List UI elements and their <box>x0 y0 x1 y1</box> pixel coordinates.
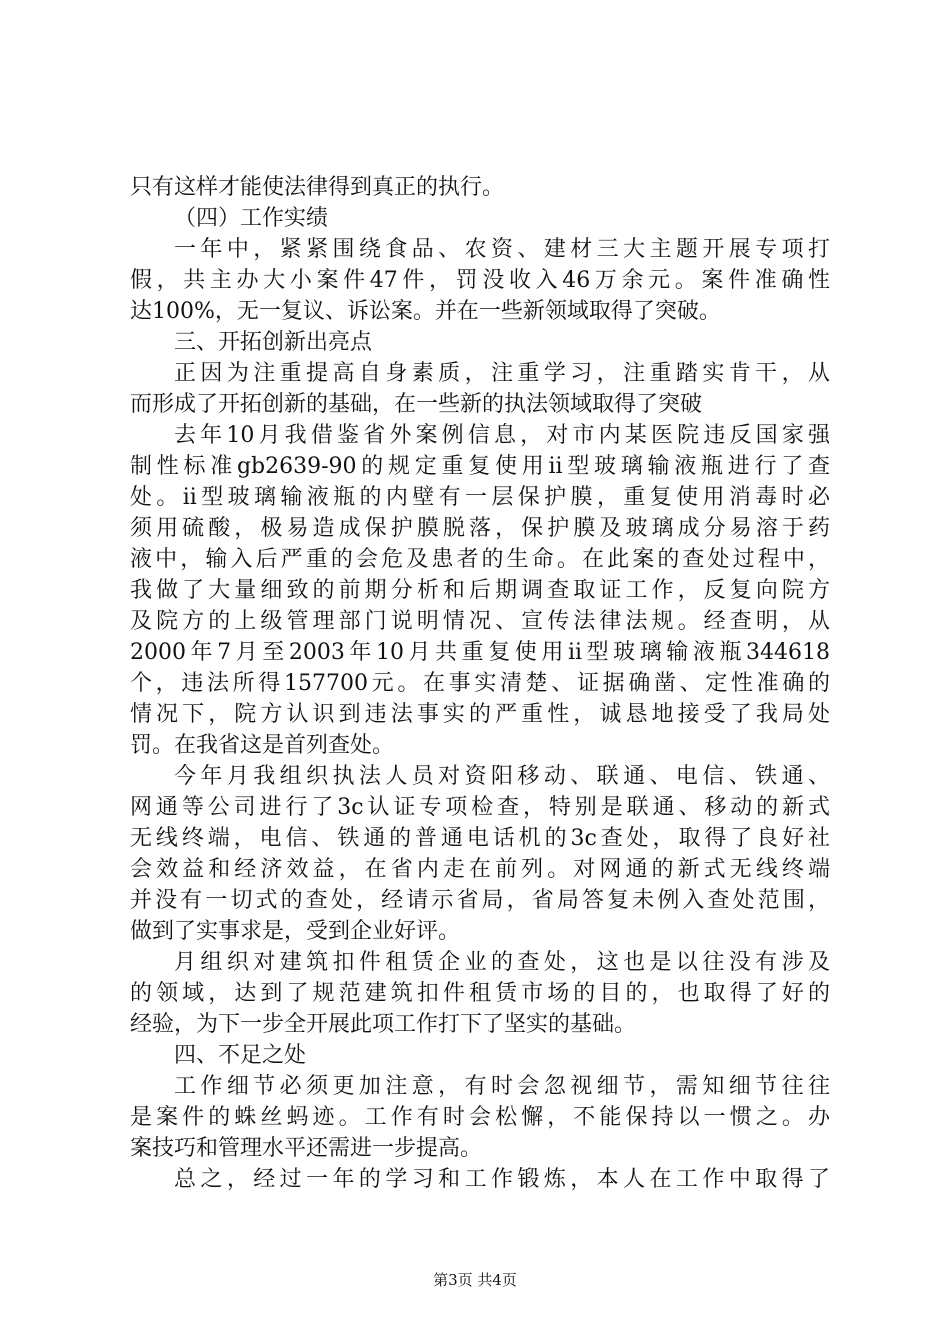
text-line: 液中，输入后严重的会危及患者的生命。在此案的查处过程中， <box>130 547 830 572</box>
text-line: （四）工作实绩 <box>174 206 329 231</box>
text-line: 2000年7月至2003年10月共重复使用ii型玻璃输液瓶344618 <box>130 640 830 665</box>
text-line: 而形成了开拓创新的基础，在一些新的执法领域取得了突破 <box>130 392 703 417</box>
text-line: 须用硫酸，极易造成保护膜脱落，保护膜及玻璃成分易溶于药 <box>130 516 830 541</box>
text-line: 及院方的上级管理部门说明情况、宣传法律法规。经查明，从 <box>130 609 830 634</box>
text-line: 案技巧和管理水平还需进一步提高。 <box>130 1136 483 1161</box>
text-line: 的领域，达到了规范建筑扣件租赁市场的目的，也取得了好的 <box>130 981 830 1006</box>
text-line: 无线终端，电信、铁通的普通电话机的3c查处，取得了良好社 <box>130 826 830 851</box>
text-line: 会效益和经济效益，在省内走在前列。对网通的新式无线终端 <box>130 857 830 882</box>
text-line: 假，共主办大小案件47件，罚没收入46万余元。案件准确性 <box>130 268 830 293</box>
text-line: 情况下，院方认识到违法事实的严重性，诚恳地接受了我局处 <box>130 702 830 727</box>
text-line: 经验，为下一步全开展此项工作打下了坚实的基础。 <box>130 1012 637 1037</box>
text-line: 达100%，无一复议、诉讼案。并在一些新领域取得了突破。 <box>130 299 721 324</box>
text-line: 并没有一切式的查处，经请示省局，省局答复未例入查处范围， <box>130 888 830 913</box>
text-line: 罚。在我省这是首列查处。 <box>130 733 395 758</box>
text-line: 一年中，紧紧围绕食品、农资、建材三大主题开展专项打 <box>174 237 830 262</box>
text-line: 是案件的蛛丝蚂迹。工作有时会松懈，不能保持以一惯之。办 <box>130 1105 830 1130</box>
text-line: 正因为注重提高自身素质，注重学习，注重踏实肯干，从 <box>174 361 830 386</box>
text-line: 做到了实事求是，受到企业好评。 <box>130 919 461 944</box>
text-line: 个，违法所得157700元。在事实清楚、证据确凿、定性准确的 <box>130 671 830 696</box>
text-line: 工作细节必须更加注意，有时会忽视细节，需知细节往往 <box>174 1074 830 1099</box>
text-line: 制性标准gb2639-90的规定重复使用ii型玻璃输液瓶进行了查 <box>130 454 830 479</box>
text-line: 三、开拓创新出亮点 <box>174 330 373 355</box>
text-line: 今年月我组织执法人员对资阳移动、联通、电信、铁通、 <box>174 764 830 789</box>
document-body <box>130 172 830 1195</box>
page-footer: 第3页 共4页 <box>433 1271 517 1289</box>
text-line: 处。ii型玻璃输液瓶的内壁有一层保护膜，重复使用消毒时必 <box>130 485 830 510</box>
text-line: 我做了大量细致的前期分析和后期调查取证工作，反复向院方 <box>130 578 830 603</box>
text-line: 总之，经过一年的学习和工作锻炼，本人在工作中取得了 <box>174 1167 830 1192</box>
text-line: 网通等公司进行了3c认证专项检查，特别是联通、移动的新式 <box>130 795 830 820</box>
text-line: 只有这样才能使法律得到真正的执行。 <box>130 175 505 200</box>
text-line: 四、不足之处 <box>174 1043 307 1068</box>
text-line: 去年10月我借鉴省外案例信息，对市内某医院违反国家强 <box>174 423 830 448</box>
text-line: 月组织对建筑扣件租赁企业的查处，这也是以往没有涉及 <box>174 950 830 975</box>
